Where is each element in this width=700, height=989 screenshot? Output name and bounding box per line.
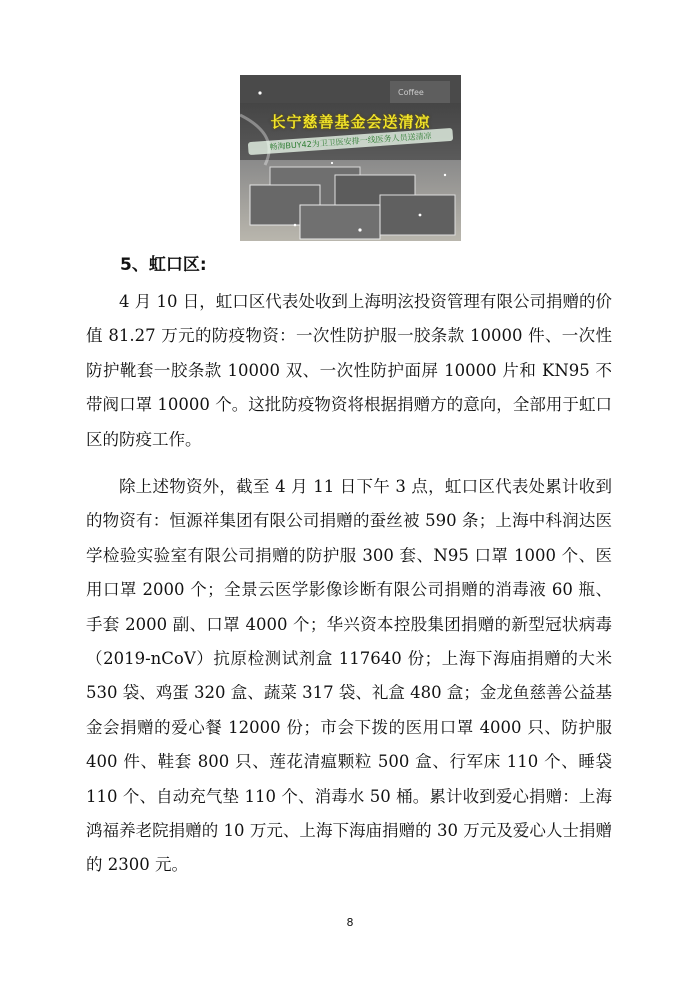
section-heading: 5、虹口区: — [120, 255, 207, 275]
svg-text:Coffee: Coffee — [398, 88, 424, 97]
page-number: 8 — [346, 916, 354, 929]
paragraph-1: 4 月 10 日，虹口区代表处收到上海明泫投资管理有限公司捐赠的价值 81.27 万元的防疫物资：一次性防护服一胶条款 10000 件、一次性防护靴套一胶条款 10000 双、一次性防护面屏 10000 片和 KN95 不带阀口罩 10000 个。这批防疫物资将根据捐赠方的意向，全部用于虹口区的防疫工作。 — [86, 292, 612, 449]
paragraph-2: 除上述物资外，截至 4 月 11 日下午 3 点，虹口区代表处累计收到的物资有：恒源祥集团有限公司捐赠的蚕丝被 590 条；上海中科润达医学检验实验室有限公司捐赠的防护服 300 套、N95 口罩 1000 个、医用口罩 2000 个；全景云医学影像诊断有限公司捐赠的消毒液 60 瓶、手套 2000 副、口罩 4000 个；华兴资本控股集团捐赠的新型冠状病毒（2019-nCoV）抗原检测试剂盒 117640 份；上海下海庙捐赠的大米 530 袋、鸡蛋 320 盒、蔬菜 317 袋、礼盒 480 盒；金龙鱼慈善公益基金会捐赠的爱心餐 12000 份；市会下拨的医用口罩 4000 只、防护服 400 件、鞋套 800 只、莲花清瘟颗粒 500 盒、行军床 110 个、睡袋 110 个、自动充气垫 110 个、消毒水 50 桶。累计收到爱心捐赠：上海鸿福养老院捐赠的 10 万元、上海下海庙捐赠的 30 万元及爱心人士捐赠的 2300 元。 — [86, 477, 612, 875]
photo-subbanner-text: 畅淘BUY42为卫卫医安排一线医务人员送清凉 — [248, 128, 453, 155]
photo-scene — [240, 75, 461, 241]
photo-banner-text: 长宁慈善基金会送清凉 — [270, 113, 431, 131]
donation-photo — [240, 75, 461, 241]
